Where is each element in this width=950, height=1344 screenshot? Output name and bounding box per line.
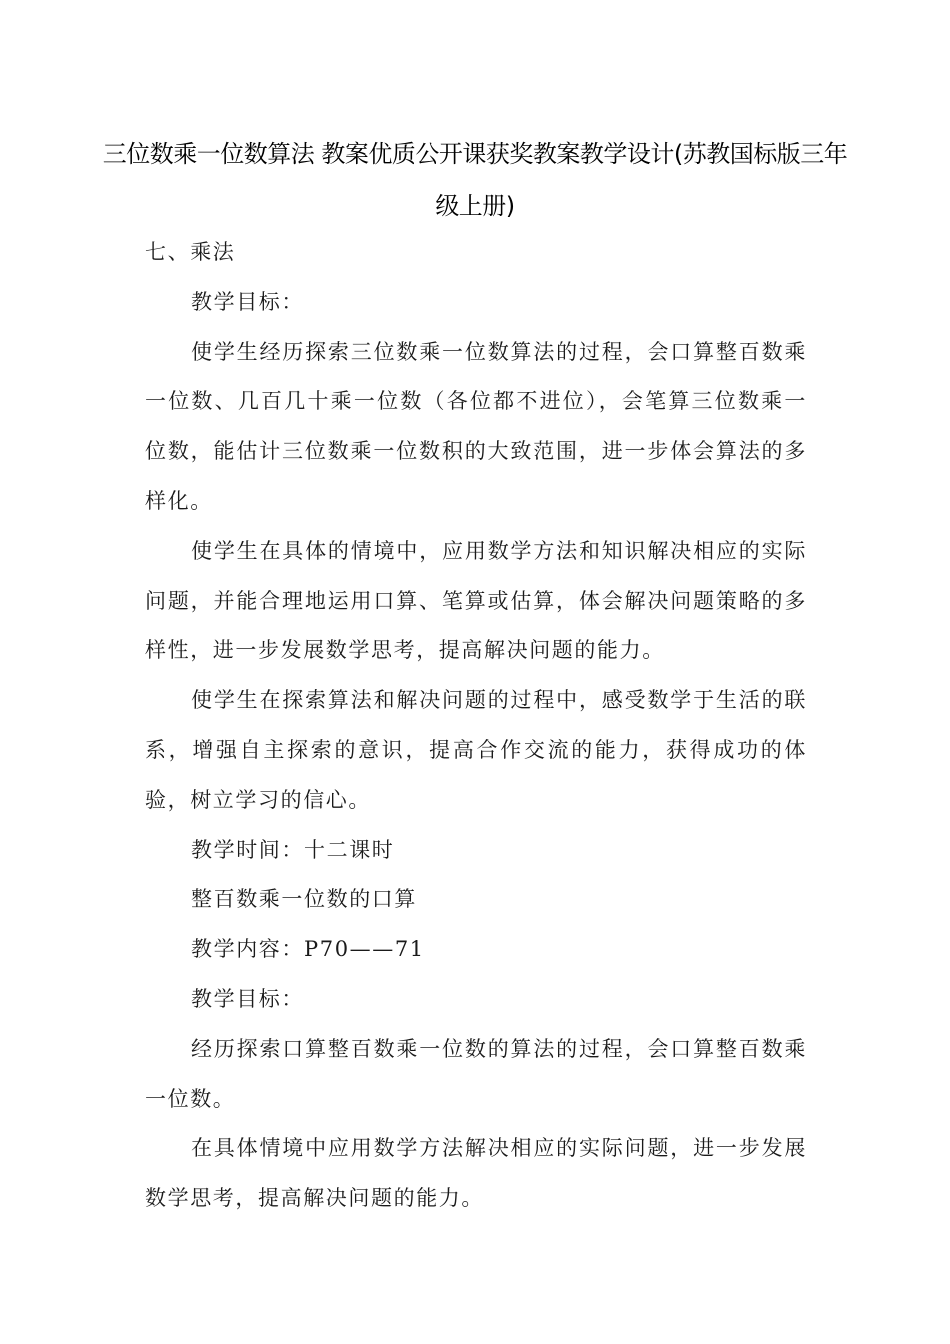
document-body [145, 228, 807, 1224]
paragraph-goal-2: 使学生在具体的情境中，应用数学方法和知识解决相应的实际问题，并能合理地运用口算、笔算或估算，体会解决问题策略的多样性，进一步发展数学思考，提高解决问题的能力。 [145, 538, 807, 663]
paragraph-lesson-goals-label: 教学目标： [191, 986, 304, 1011]
paragraph-goal-1: 使学生经历探索三位数乘一位数算法的过程，会口算整百数乘一位数、几百几十乘一位数（各位都不进位），会笔算三位数乘一位数，能估计三位数乘一位数积的大致范围，进一步体会算法的多样化。 [145, 339, 807, 513]
paragraph-teaching-content: 教学内容：P70——71 [191, 937, 425, 962]
paragraph-goal-3: 使学生在探索算法和解决问题的过程中，感受数学于生活的联系，增强自主探索的意识，提高合作交流的能力，获得成功的体验，树立学习的信心。 [145, 688, 807, 812]
paragraph-teaching-goals-label: 教学目标： [191, 289, 304, 314]
paragraph-lesson-goal-1: 经历探索口算整百数乘一位数的算法的过程，会口算整百数乘一位数。 [145, 1036, 807, 1111]
section-heading: 七、乘法 [145, 240, 236, 264]
paragraph-teaching-time: 教学时间：十二课时 [191, 837, 395, 862]
paragraph-lesson-goal-2: 在具体情境中应用数学方法解决相应的实际问题，进一步发展数学思考，提高解决问题的能力。 [145, 1136, 807, 1211]
lesson-title: 整百数乘一位数的口算 [191, 887, 417, 912]
document-title: 三位数乘一位数算法 教案优质公开课获奖教案教学设计(苏教国标版三年级上册) [102, 140, 848, 220]
